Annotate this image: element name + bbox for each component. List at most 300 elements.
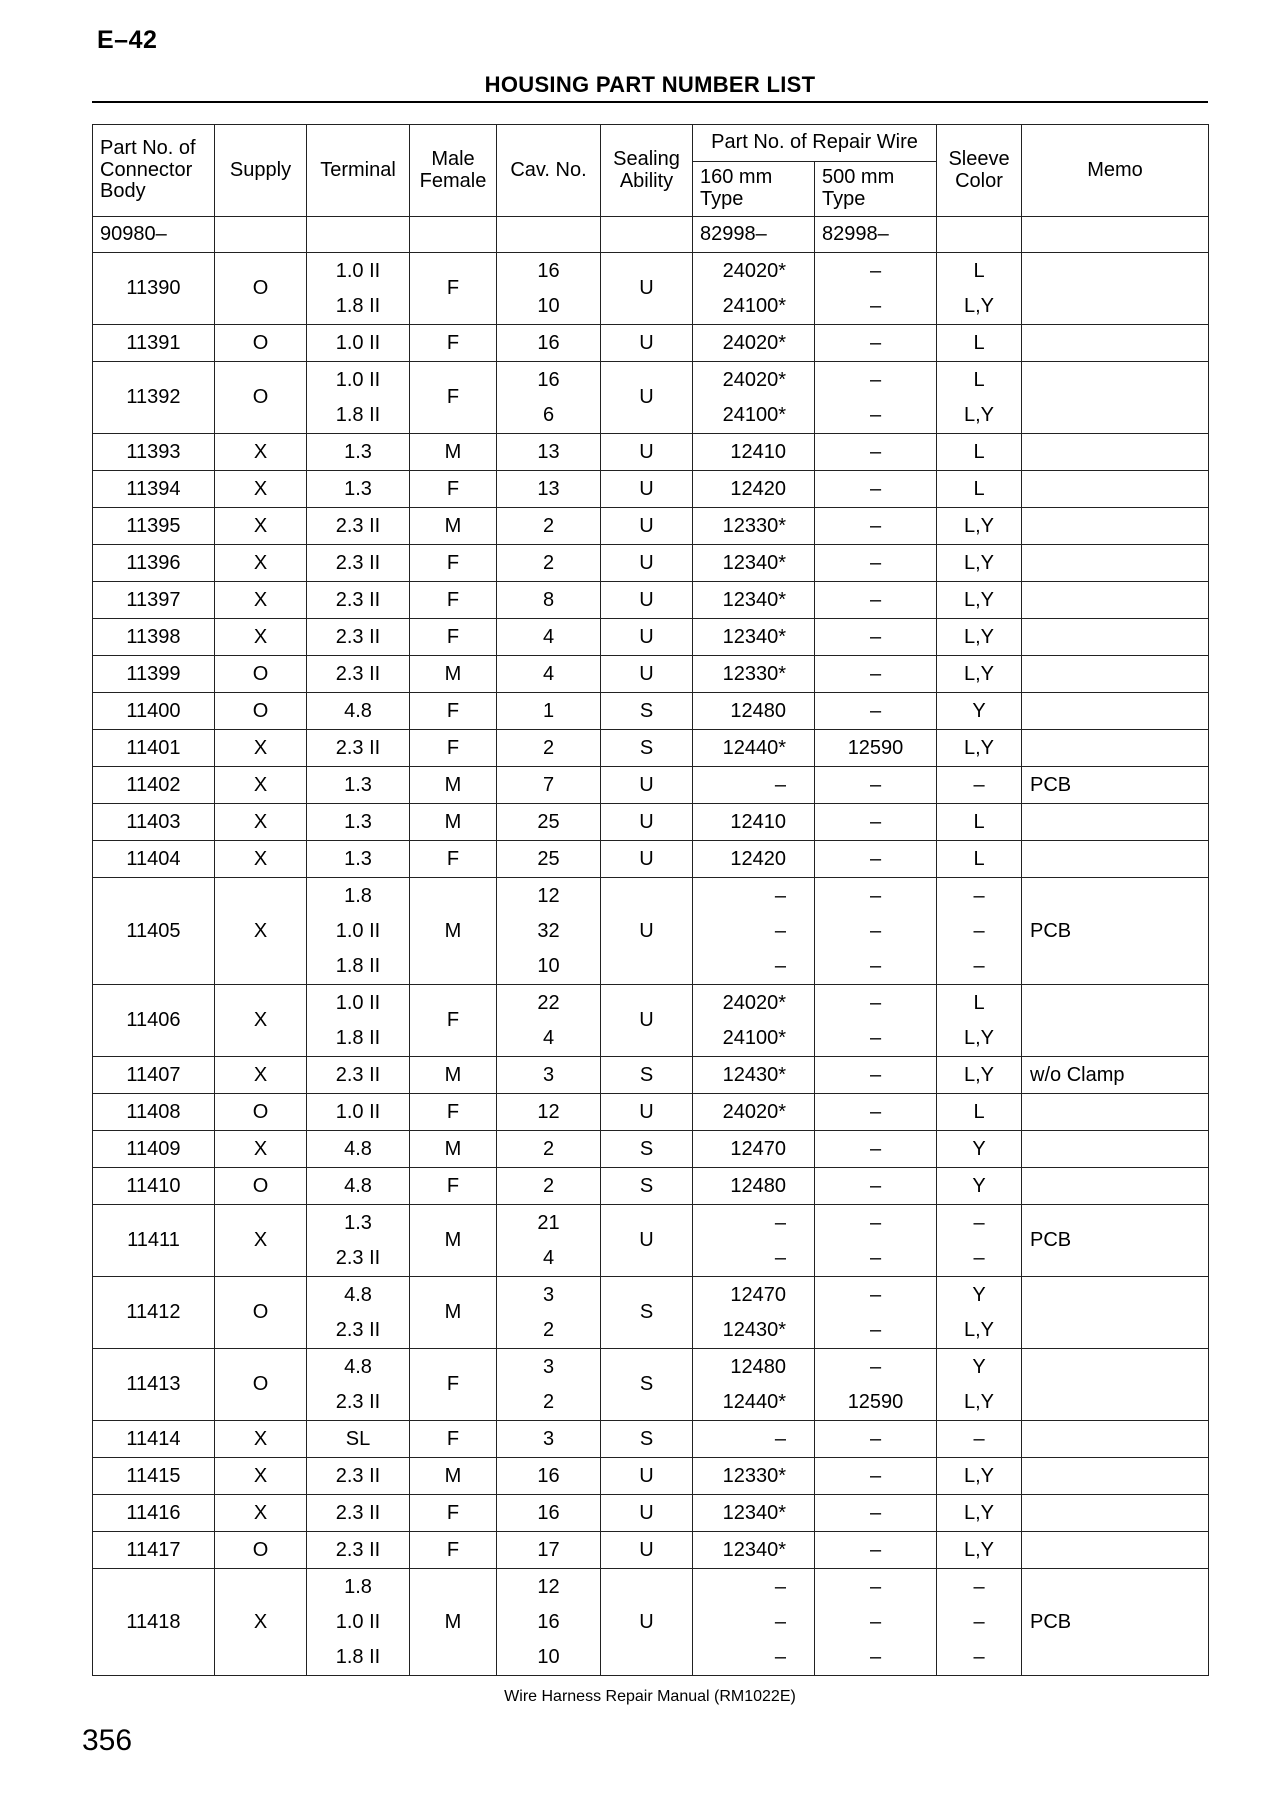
cell-male-female: F xyxy=(410,325,497,362)
cell-repair-500-value: 12590 xyxy=(847,736,904,759)
cell-repair-160-value: 12470 xyxy=(730,1137,786,1160)
cell-part-no: 11415 xyxy=(93,1458,215,1495)
cell-repair-500-value: – xyxy=(869,810,882,833)
cell-part-no: 11409 xyxy=(93,1131,215,1168)
cell-sealing: S xyxy=(601,693,693,730)
cell-terminal-value: 2.3 II xyxy=(335,1501,381,1524)
cell-terminal xyxy=(307,878,410,985)
cell-supply: X xyxy=(215,471,307,508)
cell-sleeve-value: L xyxy=(973,810,985,833)
cell-cav-no-value: 2 xyxy=(542,514,555,537)
cell-sleeve xyxy=(937,1349,1022,1421)
cell-memo xyxy=(1022,985,1209,1057)
cell-part-no: 11418 xyxy=(93,1569,215,1676)
cell-sleeve-value: Y xyxy=(972,1283,986,1306)
cell-repair-160 xyxy=(693,1421,815,1458)
cell-cav-no xyxy=(497,656,601,693)
cell-sealing: U xyxy=(601,804,693,841)
cell-repair-160 xyxy=(693,582,815,619)
table-row xyxy=(93,656,1209,693)
cell-terminal-value: 1.3 xyxy=(344,477,372,500)
cell-sealing: U xyxy=(601,1205,693,1277)
cell-sleeve xyxy=(937,656,1022,693)
cell-supply: X xyxy=(215,1057,307,1094)
cell-male-female: F xyxy=(410,985,497,1057)
cell-supply: X xyxy=(215,545,307,582)
cell-repair-160 xyxy=(693,1458,815,1495)
cell-sleeve-value: L,Y xyxy=(964,1538,995,1561)
cell-male-female: F xyxy=(410,1094,497,1131)
cell-cav-no xyxy=(497,545,601,582)
cell-terminal xyxy=(307,582,410,619)
table-row xyxy=(93,1349,1209,1421)
cell-terminal xyxy=(307,804,410,841)
cell-male-female: F xyxy=(410,545,497,582)
cell-terminal-value: 1.8 xyxy=(344,884,372,907)
cell-repair-160-value: 12410 xyxy=(730,440,786,463)
cell-repair-160-value: 24100* xyxy=(722,294,786,317)
cell-supply: X xyxy=(215,767,307,804)
cell-sleeve xyxy=(937,804,1022,841)
cell-repair-160 xyxy=(693,878,815,985)
table-row xyxy=(93,693,1209,730)
cell-cav-no-value: 8 xyxy=(542,588,555,611)
cell-male-female: F xyxy=(410,1168,497,1205)
cell-terminal-value: 2.3 II xyxy=(335,662,381,685)
cell-terminal-value: 1.0 II xyxy=(335,1610,381,1633)
cell-repair-160-value: – xyxy=(774,919,786,942)
prefix-part: 90980– xyxy=(93,217,215,253)
cell-cav-no-value: 3 xyxy=(542,1283,555,1306)
cell-sleeve-value: – xyxy=(973,1645,985,1668)
cell-cav-no xyxy=(497,582,601,619)
cell-sleeve xyxy=(937,471,1022,508)
cell-repair-500 xyxy=(815,1458,937,1495)
cell-sealing: S xyxy=(601,1421,693,1458)
cell-sleeve-value: – xyxy=(973,773,985,796)
col-terminal: Terminal xyxy=(307,125,410,217)
cell-sealing: U xyxy=(601,253,693,325)
cell-repair-160-value: – xyxy=(774,1211,786,1234)
cell-terminal-value: 4.8 xyxy=(344,699,372,722)
table-row xyxy=(93,1532,1209,1569)
table-row xyxy=(93,730,1209,767)
cell-repair-500-value: – xyxy=(869,1464,882,1487)
cell-terminal-value: 1.3 xyxy=(344,810,372,833)
cell-cav-no xyxy=(497,1094,601,1131)
cell-repair-500 xyxy=(815,804,937,841)
table-row xyxy=(93,1168,1209,1205)
cell-sleeve-value: Y xyxy=(972,699,986,722)
cell-repair-500-value: – xyxy=(869,477,882,500)
col-sleeve: Sleeve Color xyxy=(937,125,1022,217)
cell-male-female: F xyxy=(410,619,497,656)
cell-supply: O xyxy=(215,693,307,730)
cell-terminal xyxy=(307,985,410,1057)
cell-repair-160 xyxy=(693,471,815,508)
cell-sleeve-value: L,Y xyxy=(964,736,995,759)
cell-repair-160-value: 12480 xyxy=(730,1174,786,1197)
cell-cav-no xyxy=(497,362,601,434)
cell-repair-500-value: – xyxy=(869,847,882,870)
cell-memo: PCB xyxy=(1022,1569,1209,1676)
cell-cav-no-value: 13 xyxy=(537,477,560,500)
cell-sealing: U xyxy=(601,582,693,619)
table-row xyxy=(93,804,1209,841)
cell-sealing: S xyxy=(601,1057,693,1094)
cell-male-female: M xyxy=(410,1057,497,1094)
cell-memo xyxy=(1022,1458,1209,1495)
cell-part-no: 11407 xyxy=(93,1057,215,1094)
cell-repair-160 xyxy=(693,656,815,693)
cell-repair-160 xyxy=(693,1349,815,1421)
cell-repair-500 xyxy=(815,619,937,656)
cell-repair-500-value: – xyxy=(869,1501,882,1524)
col-cav-no: Cav. No. xyxy=(497,125,601,217)
cell-terminal xyxy=(307,434,410,471)
cell-terminal-value: 1.0 II xyxy=(335,919,381,942)
cell-sleeve xyxy=(937,1532,1022,1569)
cell-repair-160-value: 12470 xyxy=(730,1283,786,1306)
cell-cav-no-value: 2 xyxy=(542,1137,555,1160)
cell-repair-160-value: 24020* xyxy=(722,991,786,1014)
cell-repair-500-value: – xyxy=(869,294,882,317)
cell-terminal-value: 1.8 II xyxy=(335,1026,381,1049)
cell-supply: O xyxy=(215,253,307,325)
cell-part-no: 11413 xyxy=(93,1349,215,1421)
cell-supply: X xyxy=(215,434,307,471)
cell-sleeve xyxy=(937,985,1022,1057)
cell-repair-160 xyxy=(693,985,815,1057)
cell-memo xyxy=(1022,1532,1209,1569)
cell-male-female: F xyxy=(410,1421,497,1458)
cell-sleeve-value: L,Y xyxy=(964,1501,995,1524)
table-row xyxy=(93,1131,1209,1168)
cell-cav-no xyxy=(497,878,601,985)
cell-male-female: F xyxy=(410,582,497,619)
cell-sealing: U xyxy=(601,619,693,656)
cell-memo: PCB xyxy=(1022,878,1209,985)
cell-repair-500-value: – xyxy=(869,1283,882,1306)
cell-supply: X xyxy=(215,730,307,767)
cell-cav-no xyxy=(497,508,601,545)
cell-repair-500-value: – xyxy=(869,625,882,648)
cell-repair-500-value: – xyxy=(869,1318,882,1341)
table-row xyxy=(93,434,1209,471)
cell-cav-no xyxy=(497,1205,601,1277)
cell-terminal-value: 4.8 xyxy=(344,1283,372,1306)
cell-sleeve-value: L xyxy=(973,847,985,870)
table-row xyxy=(93,1495,1209,1532)
cell-supply: O xyxy=(215,1277,307,1349)
cell-sleeve xyxy=(937,582,1022,619)
cell-cav-no-value: 4 xyxy=(542,662,555,685)
cell-cav-no-value: 10 xyxy=(537,1645,560,1668)
cell-memo xyxy=(1022,619,1209,656)
cell-cav-no-value: 7 xyxy=(542,773,555,796)
cell-memo xyxy=(1022,804,1209,841)
cell-repair-500-value: – xyxy=(869,1538,882,1561)
cell-memo xyxy=(1022,362,1209,434)
cell-part-no: 11392 xyxy=(93,362,215,434)
cell-sleeve xyxy=(937,1131,1022,1168)
cell-repair-160 xyxy=(693,253,815,325)
table-row xyxy=(93,1205,1209,1277)
cell-repair-500-value: – xyxy=(869,588,882,611)
cell-part-no: 11398 xyxy=(93,619,215,656)
cell-terminal-value: 2.3 II xyxy=(335,625,381,648)
table-row xyxy=(93,767,1209,804)
cell-repair-500 xyxy=(815,434,937,471)
cell-sleeve-value: L xyxy=(973,368,985,391)
cell-cav-no xyxy=(497,619,601,656)
cell-repair-160-value: – xyxy=(774,1575,786,1598)
cell-repair-500-value: – xyxy=(869,331,882,354)
page-title: HOUSING PART NUMBER LIST xyxy=(484,72,816,97)
cell-part-no: 11400 xyxy=(93,693,215,730)
cell-repair-160 xyxy=(693,1569,815,1676)
cell-cav-no-value: 3 xyxy=(542,1355,555,1378)
cell-terminal-value: 2.3 II xyxy=(335,1246,381,1269)
cell-repair-500 xyxy=(815,325,937,362)
cell-sleeve-value: L,Y xyxy=(964,588,995,611)
cell-terminal xyxy=(307,1458,410,1495)
cell-supply: O xyxy=(215,1094,307,1131)
cell-cav-no-value: 2 xyxy=(542,1174,555,1197)
cell-male-female: F xyxy=(410,841,497,878)
cell-terminal-value: 1.0 II xyxy=(335,331,381,354)
cell-male-female: M xyxy=(410,878,497,985)
footer-manual-title: Wire Harness Repair Manual (RM1022E) xyxy=(504,1688,796,1705)
cell-repair-160-value: – xyxy=(774,1427,786,1450)
cell-repair-160-value: 12340* xyxy=(722,1538,786,1561)
cell-supply: O xyxy=(215,1168,307,1205)
cell-supply: O xyxy=(215,325,307,362)
cell-terminal-value: SL xyxy=(345,1427,371,1450)
cell-repair-500-value: 12590 xyxy=(847,1390,904,1413)
cell-repair-500 xyxy=(815,471,937,508)
cell-repair-500 xyxy=(815,1277,937,1349)
cell-repair-160 xyxy=(693,1131,815,1168)
table-row xyxy=(93,545,1209,582)
cell-sealing: U xyxy=(601,325,693,362)
cell-sleeve-value: L xyxy=(973,477,985,500)
cell-cav-no-value: 16 xyxy=(537,259,560,282)
cell-repair-160 xyxy=(693,1532,815,1569)
housing-part-table xyxy=(92,124,1209,1676)
cell-supply: O xyxy=(215,1532,307,1569)
cell-repair-500-value: – xyxy=(869,514,882,537)
cell-terminal-value: 1.0 II xyxy=(335,991,381,1014)
cell-repair-500 xyxy=(815,253,937,325)
cell-terminal-value: 2.3 II xyxy=(335,514,381,537)
cell-sealing: U xyxy=(601,434,693,471)
cell-repair-500-value: – xyxy=(869,919,882,942)
cell-repair-500 xyxy=(815,841,937,878)
cell-repair-500 xyxy=(815,1057,937,1094)
cell-part-no: 11404 xyxy=(93,841,215,878)
cell-cav-no xyxy=(497,693,601,730)
cell-repair-160-value: – xyxy=(774,884,786,907)
cell-sleeve-value: L xyxy=(973,991,985,1014)
cell-terminal-value: 2.3 II xyxy=(335,736,381,759)
cell-cav-no xyxy=(497,1532,601,1569)
cell-sleeve-value: L,Y xyxy=(964,514,995,537)
cell-cav-no-value: 32 xyxy=(537,919,560,942)
cell-repair-500 xyxy=(815,545,937,582)
col-repair-group: Part No. of Repair Wire xyxy=(693,125,937,162)
cell-repair-160 xyxy=(693,619,815,656)
cell-cav-no-value: 13 xyxy=(537,440,560,463)
cell-cav-no-value: 6 xyxy=(542,403,555,426)
cell-repair-500-value: – xyxy=(869,1211,882,1234)
table-row xyxy=(93,1277,1209,1349)
cell-cav-no xyxy=(497,1168,601,1205)
cell-sealing: U xyxy=(601,1495,693,1532)
cell-part-no: 11408 xyxy=(93,1094,215,1131)
cell-repair-500-value: – xyxy=(869,884,882,907)
cell-cav-no-value: 16 xyxy=(537,1610,560,1633)
cell-memo xyxy=(1022,730,1209,767)
cell-sleeve-value: L,Y xyxy=(964,1464,995,1487)
cell-repair-160-value: 12330* xyxy=(722,514,786,537)
col-male-female: Male Female xyxy=(410,125,497,217)
cell-repair-500 xyxy=(815,1205,937,1277)
col-sealing: Sealing Ability xyxy=(601,125,693,217)
cell-sleeve-value: – xyxy=(973,1575,985,1598)
cell-sleeve xyxy=(937,878,1022,985)
cell-repair-500-value: – xyxy=(869,1575,882,1598)
table-row xyxy=(93,878,1209,985)
cell-repair-500-value: – xyxy=(869,551,882,574)
cell-supply: X xyxy=(215,804,307,841)
cell-repair-500 xyxy=(815,1569,937,1676)
table-row xyxy=(93,508,1209,545)
cell-memo xyxy=(1022,1168,1209,1205)
table-row xyxy=(93,325,1209,362)
cell-part-no: 11394 xyxy=(93,471,215,508)
cell-terminal-value: 2.3 II xyxy=(335,1063,381,1086)
cell-part-no: 11403 xyxy=(93,804,215,841)
prefix-row xyxy=(93,217,1209,253)
cell-sealing: S xyxy=(601,1168,693,1205)
cell-male-female: M xyxy=(410,1205,497,1277)
cell-repair-500-value: – xyxy=(869,1355,882,1378)
cell-sealing: U xyxy=(601,656,693,693)
cell-male-female: F xyxy=(410,253,497,325)
cell-cav-no-value: 16 xyxy=(537,368,560,391)
cell-male-female: M xyxy=(410,1131,497,1168)
cell-sleeve-value: Y xyxy=(972,1137,986,1160)
cell-sealing: U xyxy=(601,1094,693,1131)
cell-sleeve-value: L,Y xyxy=(964,1390,995,1413)
cell-terminal xyxy=(307,545,410,582)
cell-terminal xyxy=(307,1205,410,1277)
cell-sleeve-value: – xyxy=(973,954,985,977)
table-row xyxy=(93,253,1209,325)
cell-sleeve xyxy=(937,1495,1022,1532)
cell-terminal xyxy=(307,471,410,508)
cell-repair-160 xyxy=(693,545,815,582)
cell-memo xyxy=(1022,1349,1209,1421)
cell-repair-160-value: 24020* xyxy=(722,331,786,354)
cell-sealing: S xyxy=(601,1131,693,1168)
cell-memo xyxy=(1022,656,1209,693)
cell-sleeve xyxy=(937,1057,1022,1094)
cell-male-female: M xyxy=(410,656,497,693)
cell-repair-160-value: – xyxy=(774,1246,786,1269)
cell-terminal-value: 2.3 II xyxy=(335,1318,381,1341)
cell-repair-500-value: – xyxy=(869,1645,882,1668)
cell-part-no: 11417 xyxy=(93,1532,215,1569)
cell-memo xyxy=(1022,1277,1209,1349)
cell-repair-160-value: 24100* xyxy=(722,1026,786,1049)
cell-supply: X xyxy=(215,619,307,656)
cell-repair-160-value: 12340* xyxy=(722,551,786,574)
cell-cav-no xyxy=(497,1421,601,1458)
cell-sleeve-value: Y xyxy=(972,1174,986,1197)
cell-terminal xyxy=(307,1277,410,1349)
cell-terminal-value: 1.3 xyxy=(344,1211,372,1234)
cell-sealing: U xyxy=(601,545,693,582)
cell-sleeve xyxy=(937,362,1022,434)
cell-repair-160 xyxy=(693,1168,815,1205)
cell-sleeve xyxy=(937,1094,1022,1131)
cell-sleeve xyxy=(937,1277,1022,1349)
prefix-repair-500: 82998– xyxy=(815,217,937,253)
cell-cav-no-value: 12 xyxy=(537,1100,560,1123)
cell-repair-500 xyxy=(815,878,937,985)
cell-part-no: 11396 xyxy=(93,545,215,582)
cell-repair-160 xyxy=(693,362,815,434)
cell-repair-500-value: – xyxy=(869,259,882,282)
cell-cav-no-value: 4 xyxy=(542,1246,555,1269)
cell-repair-500 xyxy=(815,693,937,730)
cell-cav-no-value: 10 xyxy=(537,954,560,977)
cell-male-female: F xyxy=(410,1495,497,1532)
cell-cav-no-value: 3 xyxy=(542,1427,555,1450)
cell-repair-500-value: – xyxy=(869,1137,882,1160)
cell-sleeve-value: L,Y xyxy=(964,294,995,317)
cell-terminal xyxy=(307,619,410,656)
cell-sealing: S xyxy=(601,730,693,767)
cell-sleeve xyxy=(937,1569,1022,1676)
cell-repair-500-value: – xyxy=(869,1026,882,1049)
cell-male-female: M xyxy=(410,804,497,841)
cell-cav-no-value: 16 xyxy=(537,1501,560,1524)
cell-repair-160-value: 24020* xyxy=(722,1100,786,1123)
cell-terminal-value: 1.0 II xyxy=(335,259,381,282)
cell-repair-160-value: – xyxy=(774,1645,786,1668)
cell-sleeve xyxy=(937,508,1022,545)
cell-repair-500-value: – xyxy=(869,440,882,463)
table-row xyxy=(93,841,1209,878)
cell-sleeve-value: L xyxy=(973,331,985,354)
cell-memo: PCB xyxy=(1022,767,1209,804)
cell-terminal xyxy=(307,1057,410,1094)
cell-sleeve-value: – xyxy=(973,919,985,942)
cell-repair-160 xyxy=(693,1205,815,1277)
cell-repair-500 xyxy=(815,656,937,693)
cell-male-female: F xyxy=(410,471,497,508)
cell-repair-500-value: – xyxy=(869,662,882,685)
cell-repair-160-value: 12430* xyxy=(722,1063,786,1086)
cell-repair-160-value: 12330* xyxy=(722,1464,786,1487)
cell-supply: O xyxy=(215,656,307,693)
cell-cav-no xyxy=(497,1131,601,1168)
col-supply: Supply xyxy=(215,125,307,217)
cell-part-no: 11410 xyxy=(93,1168,215,1205)
